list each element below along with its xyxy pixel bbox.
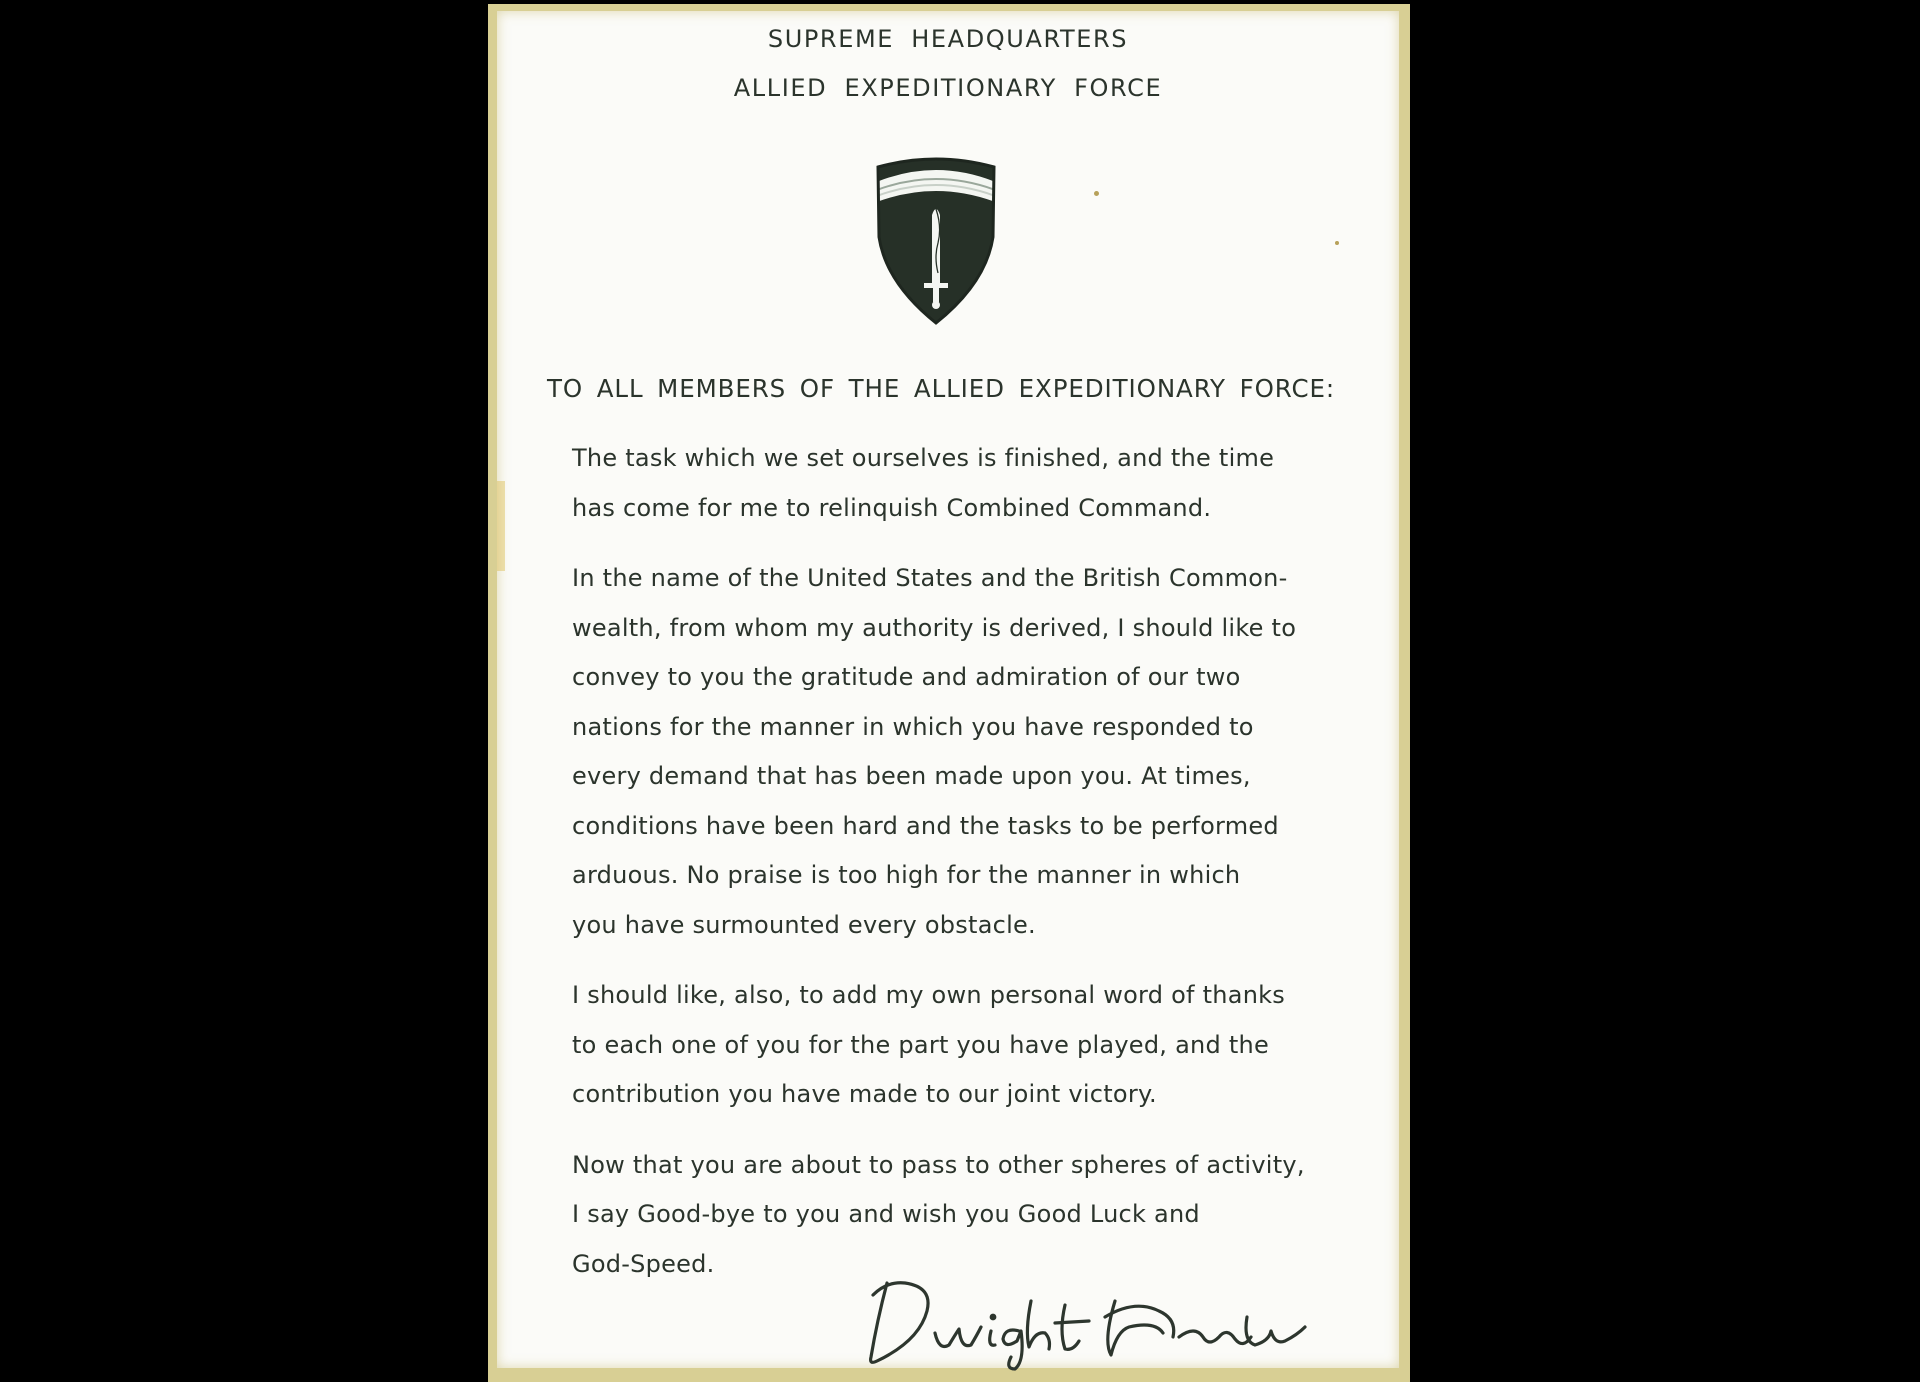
paragraph-line: contribution you have made to our joint victory. [572,1080,1157,1108]
paper-stain [497,481,505,571]
paper-speck [1335,241,1339,245]
paragraph-line: wealth, from whom my authority is derived, I should like to [572,613,1297,642]
paragraph-3 [572,971,1372,1120]
shaef-shield-flaming-sword-icon [872,157,1000,325]
paragraph-2 [572,554,1372,950]
header-line-1: SUPREME HEADQUARTERS [767,25,1129,53]
paragraph-line: nations for the manner in which you have responded to [572,712,1254,741]
paragraph-line: I say Good-bye to you and wish you Good Luck and [572,1200,1200,1228]
paragraph-line: has come for me to relinquish Combined Command. [572,493,1212,522]
header-line-2: ALLIED EXPEDITIONARY FORCE [733,74,1163,102]
paragraph-line: The task which we set ourselves is finished, and the time [572,444,1275,472]
paragraph-line: arduous. No praise is too high for the manner in which [572,861,1241,889]
paragraph-line: conditions have been hard and the tasks to be performed [572,811,1279,840]
paragraph-1 [572,434,1372,533]
paragraph-line: to each one of you for the part you have played, and the [572,1030,1269,1059]
paper-speck [1094,191,1099,196]
paragraph-line: God-Speed. [572,1249,715,1278]
document-sheet [488,4,1410,1382]
paragraph-line: you have surmounted every obstacle. [572,910,1036,939]
paragraph-line: I should like, also, to add my own personal word of thanks [572,981,1286,1009]
paragraph-line: every demand that has been made upon you. At times, [572,762,1251,790]
letter-body [572,434,1372,1310]
paragraph-line: convey to you the gratitude and admiration of our two [572,663,1241,691]
paragraph-line: In the name of the United States and the British Common- [572,564,1288,592]
handwritten-signature [859,1261,1309,1371]
paragraph-line: Now that you are about to pass to other spheres of activity, [572,1150,1305,1179]
salutation: TO ALL MEMBERS OF THE ALLIED EXPEDITIONARY FORCE: [547,374,1336,403]
document-paper [497,11,1399,1368]
